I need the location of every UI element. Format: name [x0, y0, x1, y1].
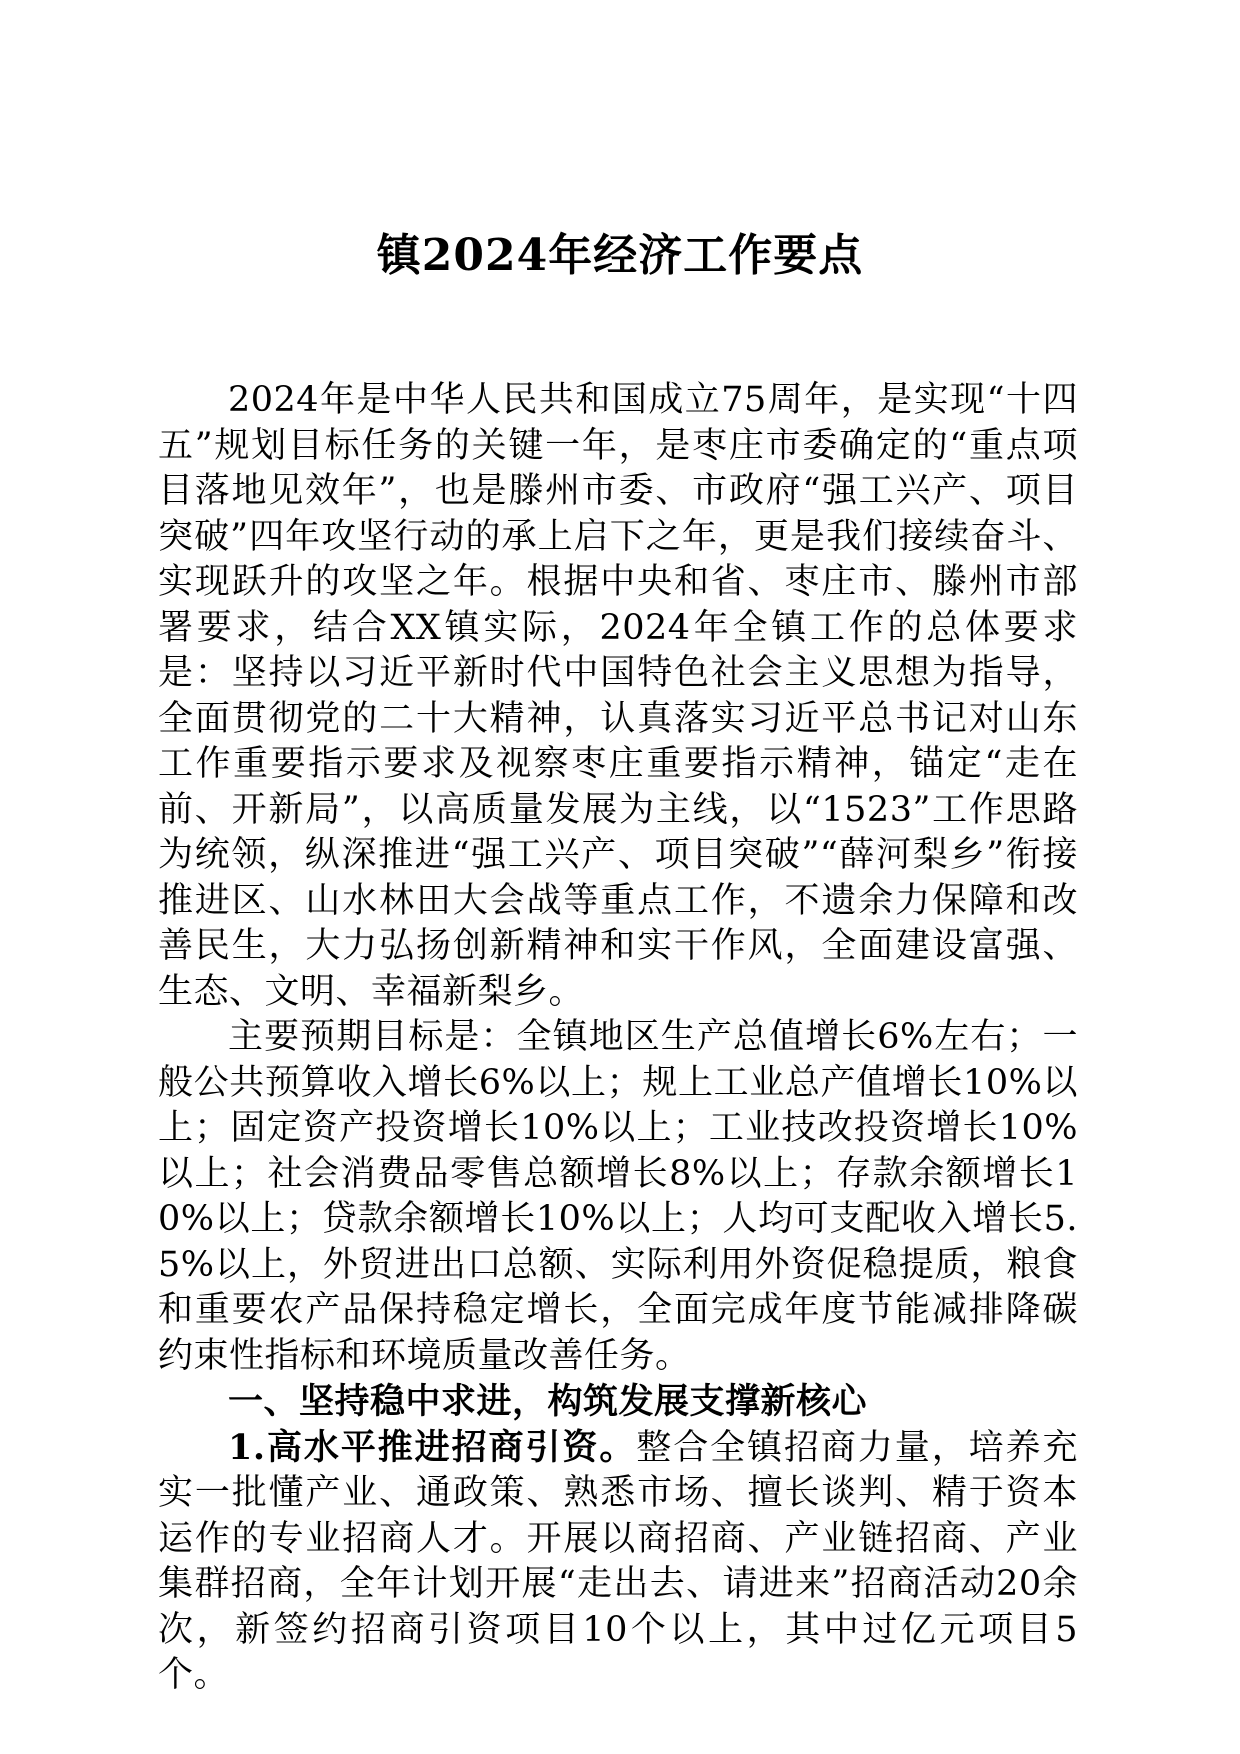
document-title: 镇2024年经济工作要点: [376, 230, 864, 281]
goals-paragraph: 主要预期目标是：全镇地区生产总值增长6%左右；一般公共预算收入增长6%以上；规上工业总产值增长10%以上；固定资产投资增长10%以上；工业技改投资增长10%以上；社会消费品零售总额增长8%以上；存款余额增长10%以上；贷款余额增长10%以上；人均可支配收入增长5.5%以上，外贸进出口总额、实际利用外资促稳提质，粮食和重要农产品保持稳定增长，全面完成年度节能减排降碳约束性指标和环境质量改善任务。: [158, 1017, 1078, 1376]
section-heading-1: 一、坚持稳中求进，构筑发展支撑新核心: [228, 1381, 868, 1422]
item-1-paragraph: [158, 1425, 1078, 1699]
item-1-lead: 1.高水平推进招商引资。: [228, 1426, 637, 1468]
intro-paragraph: 2024年是中华人民共和国成立75周年，是实现“十四五”规划目标任务的关键一年，是枣庄市委确定的“重点项目落地见效年”，也是滕州市委、市政府“强工兴产、项目突破”四年攻坚行动的承上启下之年，更是我们接续奋斗、实现跃升的攻坚之年。根据中央和省、枣庄市、滕州市部署要求，结合XX镇实际，2024年全镇工作的总体要求是：坚持以习近平新时代中国特色社会主义思想为指导，全面贯彻党的二十大精神，认真落实习近平总书记对山东工作重要指示要求及视察枣庄重要指示精神，锚定“走在前、开新局”，以高质量发展为主线，以“1523”工作思路为统领，纵深推进“强工兴产、项目突破”“薛河梨乡”衔接推进区、山水林田大会战等重点工作，不遗余力保障和改善民生，大力弘扬创新精神和实干作风，全面建设富强、生态、文明、幸福新梨乡。: [158, 380, 1078, 1012]
item-1-text: 整合全镇招商力量，培养充实一批懂产业、通政策、熟悉市场、擅长谈判、精于资本运作的专业招商人才。开展以商招商、产业链招商、产业集群招商，全年计划开展“走出去、请进来”招商活动20余次，新签约招商引资项目10个以上，其中过亿元项目5个。: [158, 1427, 1078, 1695]
document-body: [158, 378, 1078, 1699]
